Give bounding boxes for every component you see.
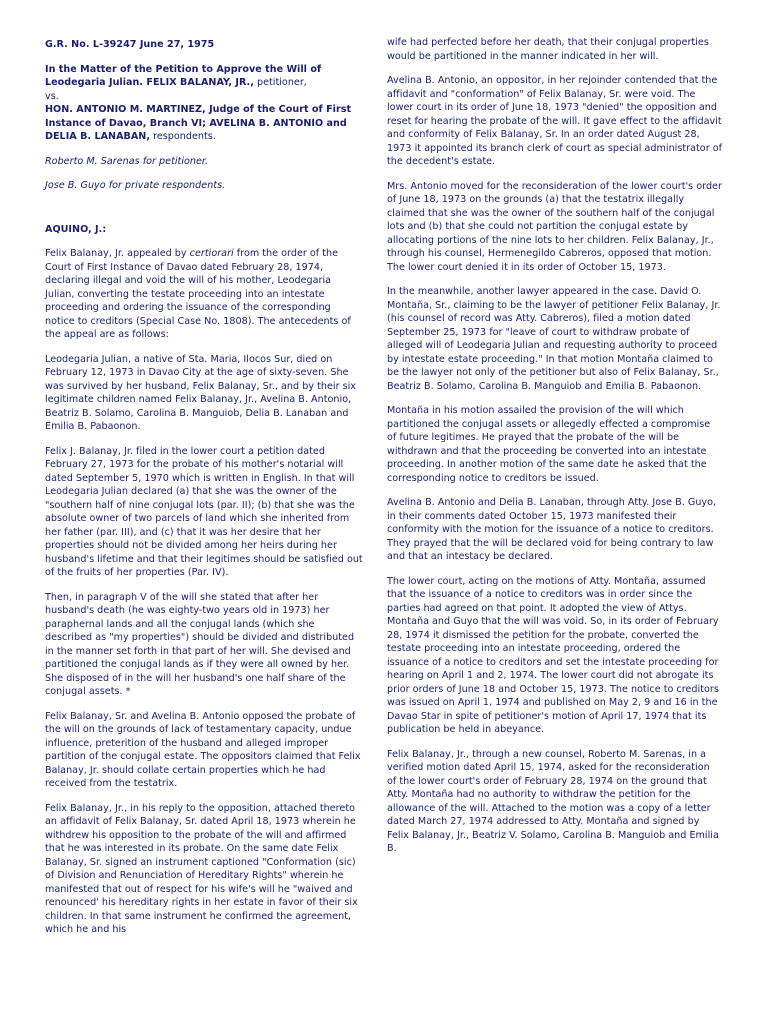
paragraph-left-3: Felix J. Balanay, Jr. filed in the lower court a petition dated February 27, 1973 for the probate of his mother's notarial will dated September 5, 1970 which is written in English. In that will Leodegaria Julian declared (a) that she was the owner of the "southern half of nine conjugal lots (par. II); (b) that she was the absolute owner of two parcels of land which she inherited from her father (par. III), and (c) that it was her desire that her properties should not be divided among her heirs during her husband's lifetime and that their legitimes should be satisfied out of the fruits of her properties (Par. IV). <box>45 445 363 578</box>
paragraph-left-1 <box>45 247 363 342</box>
paragraph-left-5: Felix Balanay, Sr. and Avelina B. Antonio opposed the probate of the will on the grounds of lack of testamentary capacity, undue influence, preterition of the husband and alleged improper partition of the conjugal estate. The oppositors claimed that Felix Balanay, Jr. should collate certain properties which he had received from the testatrix. <box>45 710 361 789</box>
paragraph-left-6: Felix Balanay, Jr., in his reply to the opposition, attached thereto an affidavit of Felix Balanay, Sr. dated April 18, 1973 wherein he withdrew his opposition to the probate of the will and affirmed that he was interested in its probate. On the same date Felix Balanay, Sr. signed an instrument captioned "Conformation (sic) of Division and Renunciation of Hereditary Rights" wherein he manifested that out of respect for his wife's will he "waived and renounced' his hereditary rights in her estate in favor of their six children. In that same instrument he confirmed the agreement, which he and his <box>45 802 358 935</box>
paragraph-right-3: Mrs. Antonio moved for the reconsideration of the lower court's order of June 18, 1973 on the grounds (a) that the testatrix illegally claimed that she was the owner of the southern half of the conjugal lots and (b) that she could not partition the conjugal estate by allocating portions of the nine lots to her children. Felix Balanay, Jr., through his counsel, Hermenegildo Cabreros, opposed that motion. The lower court denied it in its order of October 15, 1973. <box>387 180 722 273</box>
paragraph-right-2: Avelina B. Antonio, an oppositor, in her rejoinder contended that the affidavit and "conformation" of Felix Balanay, Sr. were void. The lower court in its order of June 18, 1973 "denied" the opposition and reset for hearing the probate of the will. It gave effect to the affidavit and conformity of Felix Balanay, Sr. In an order dated August 28, 1973 it appointed its branch clerk of court as special administrator of the decedent's estate. <box>387 75 723 167</box>
paragraph-right-1: wife had perfected before her death, that their conjugal properties would be partitioned in the manner indicated in her will. <box>387 37 709 62</box>
paragraph-text: Felix Balanay, Jr. appealed by <box>45 248 190 259</box>
paragraph-right-8: Felix Balanay, Jr., through a new counsel, Roberto M. Sarenas, in a verified motion dated April 15, 1974, asked for the reconsideration of the lower court's order of February 28, 1974 on the ground that Atty. Montaña had no authority to withdraw the petition for the allowance of the will. Attached to the motion was a copy of a letter dated March 27, 1974 addressed to Atty. Montaña and signed by Felix Balanay, Jr., Beatriz V. Solamo, Carolina B. Manguiob and Emilia B. <box>387 748 719 854</box>
case-number: G.R. No. L-39247 June 27, 1975 <box>45 39 215 50</box>
italic-term: certiorari <box>189 248 234 259</box>
paragraph-right-5: Montaña in his motion assailed the provision of the will which partitioned the conjugal assets or allegedly effected a compromise of future legitimes. He prayed that the probate of the will be withdrawn and that the proceeding be converted into an intestate proceeding. In another motion of the same date he asked that the corresponding notice to creditors be issued. <box>387 405 711 484</box>
paragraph-right-7: The lower court, acting on the motions of Atty. Montaña, assumed that the issuance of a notice to creditors was in order since the parties had agreed on that point. It adopted the view of Attys. Montaña and Guyo that the will was void. So, in its order of February 28, 1974 it dismissed the petition for the probate, converted the testate proceeding into an intestate proceeding, ordered the issuance of a notice to creditors and set the intestate proceeding for hearing on April 1 and 2, 1974. The lower court did not abrogate its prior orders of June 18 and October 15, 1973. The notice to creditors was issued on April 1, 1974 and published on May 2, 9 and 16 in the Davao Star in spite of petitioner's motion of April 17, 1974 that its publication be held in abeyance. <box>387 575 719 735</box>
paragraph-text: from the order of the Court of First Instance of Davao dated February 28, 1974, declaring illegal and void the will of his mother, Leodegaria Julian, converting the testate proceeding into an intestate proceeding and ordering the issuance of the corresponding notice to creditors (Special Case No. 1808). The antecedents of the appeal are as follows: <box>45 248 351 340</box>
paragraph-left-4: Then, in paragraph V of the will she stated that after her husband's death (he was eighty-two years old in 1973) her paraphernal lands and all the conjugal lands (which she described as "my properties") should be divided and distributed in the manner set forth in that part of her will. She devised and partitioned the conjugal lands as if they were all owned by her. She disposed of in the will her husband's one half share of the conjugal assets. * <box>45 591 355 697</box>
paragraph-right-6: Avelina B. Antonio and Delia B. Lanaban, through Atty. Jose B. Guyo, in their comments dated October 15, 1973 manifested their conformity with the motion for the issuance of a notice to creditors. They prayed that the will be declared void for being contrary to law and that an intestacy be declared. <box>387 497 717 562</box>
case-caption-petitioner <box>45 63 363 144</box>
author-justice: AQUINO, J.: <box>45 223 107 235</box>
counsel-respondents: Jose B. Guyo for private respondents. <box>45 180 226 191</box>
paragraph-right-4: In the meanwhile, another lawyer appeared in the case. David O. Montaña, Sr., claiming to be the lawyer of petitioner Felix Balanay, Jr. (his counsel of record was Atty. Cabreros), filed a motion dated September 25, 1973 for "leave of court to withdraw probate of alleged will of Leodegaria Julian and requesting authority to proceed by intestate estate proceeding." In that motion Montaña claimed to be the lawyer not only of the petitioner but also of Felix Balanay, Sr., Beatriz B. Solamo, Carolina B. Manguiob and Emilia B. Pabaonon. <box>387 286 721 392</box>
caption-bold-2: HON. ANTONIO M. MARTINEZ, Judge of the Court of First Instance of Davao, Branch VI; AVELINA B. ANTONIO and DELIA B. LANABAN, <box>45 104 352 142</box>
left-column <box>45 38 363 1024</box>
counsel-petitioner: Roberto M. Sarenas for petitioner. <box>45 155 209 167</box>
caption-bold-1: In the Matter of the Petition to Approve the Will of Leodegaria Julian. FELIX BALANAY, JR., <box>45 63 322 88</box>
right-column <box>387 36 722 1024</box>
versus-label: vs. <box>45 90 59 102</box>
paragraph-left-2: Leodegaria Julian, a native of Sta. Maria, Ilocos Sur, died on February 12, 1973 in Davao City at the age of sixty-seven. She was survived by her husband, Felix Balanay, Sr., and by their six legitimate children named Felix Balanay, Jr., Avelina B. Antonio, Beatriz B. Solamo, Carolina B. Manguiob, Delia B. Lanaban and Emilia B. Pabaonon. <box>45 353 357 432</box>
two-column-layout <box>45 38 744 1024</box>
caption-role-1: petitioner, <box>253 77 307 88</box>
caption-role-2: respondents. <box>150 131 216 142</box>
